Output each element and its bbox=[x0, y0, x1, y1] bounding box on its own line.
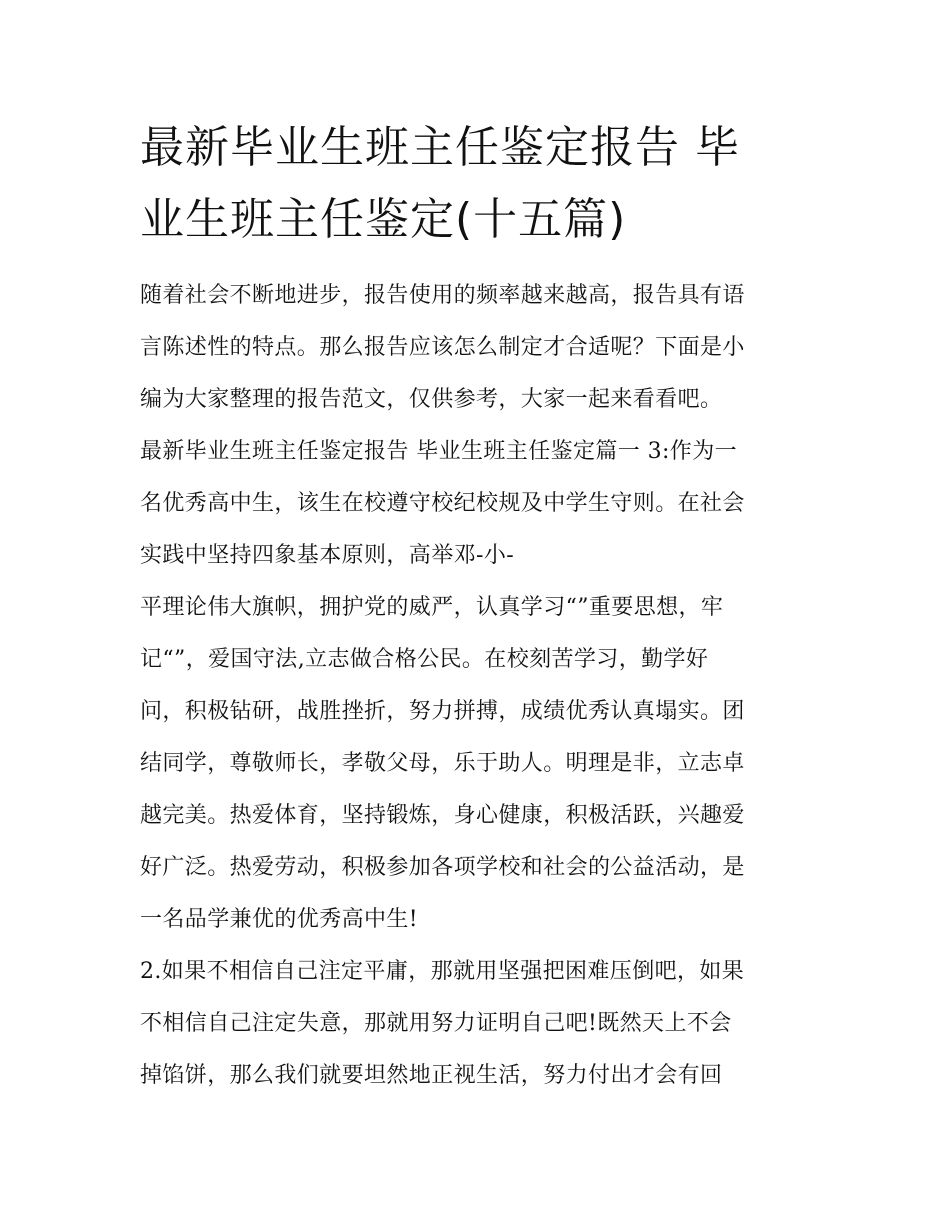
body-line-5: 名优秀高中生，该生在校遵守校纪校规及中学生守则。在社会 bbox=[140, 491, 745, 516]
document-body bbox=[140, 270, 820, 1102]
title-line-1: 最新毕业生班主任鉴定报告 毕 bbox=[140, 122, 740, 173]
title-line-2: 业生班主任鉴定(十五篇) bbox=[140, 194, 627, 245]
body-line-7: 平理论伟大旗帜，拥护党的威严，认真学习“”重要思想，牢 bbox=[140, 595, 724, 620]
body-line-13: 一名品学兼优的优秀高中生! bbox=[140, 907, 419, 932]
body-line-1: 随着社会不断地进步，报告使用的频率越来越高，报告具有语 bbox=[140, 283, 745, 308]
body-line-3: 编为大家整理的报告范文，仅供参考，大家一起来看看吧。 bbox=[140, 387, 723, 412]
document-content bbox=[140, 112, 820, 1102]
body-line-6: 实践中坚持四象基本原则，高举邓-小- bbox=[140, 543, 515, 568]
body-line-16: 掉馅饼，那么我们就要坦然地正视生活，努力付出才会有回 bbox=[140, 1063, 723, 1088]
body-line-4: 最新毕业生班主任鉴定报告 毕业生班主任鉴定篇一 3:作为一 bbox=[140, 439, 737, 464]
body-line-10: 结同学，尊敬师长，孝敬父母，乐于助人。明理是非，立志卓 bbox=[140, 751, 745, 776]
body-line-11: 越完美。热爱体育，坚持锻炼，身心健康，积极活跃，兴趣爱 bbox=[140, 803, 745, 828]
document-title bbox=[140, 112, 820, 256]
body-line-8: 记“”，爱国守法,立志做合格公民。在校刻苦学习，勤学好 bbox=[140, 647, 709, 672]
body-line-14: 2.如果不相信自己注定平庸，那就用坚强把困难压倒吧，如果 bbox=[140, 959, 745, 984]
body-line-12: 好广泛。热爱劳动，积极参加各项学校和社会的公益活动，是 bbox=[140, 855, 745, 880]
body-line-9: 问，积极钻研，战胜挫折，努力拼搏，成绩优秀认真塌实。团 bbox=[140, 699, 745, 724]
body-line-2: 言陈述性的特点。那么报告应该怎么制定才合适呢？下面是小 bbox=[140, 335, 745, 360]
body-line-15: 不相信自己注定失意，那就用努力证明自己吧!既然天上不会 bbox=[140, 1011, 732, 1036]
